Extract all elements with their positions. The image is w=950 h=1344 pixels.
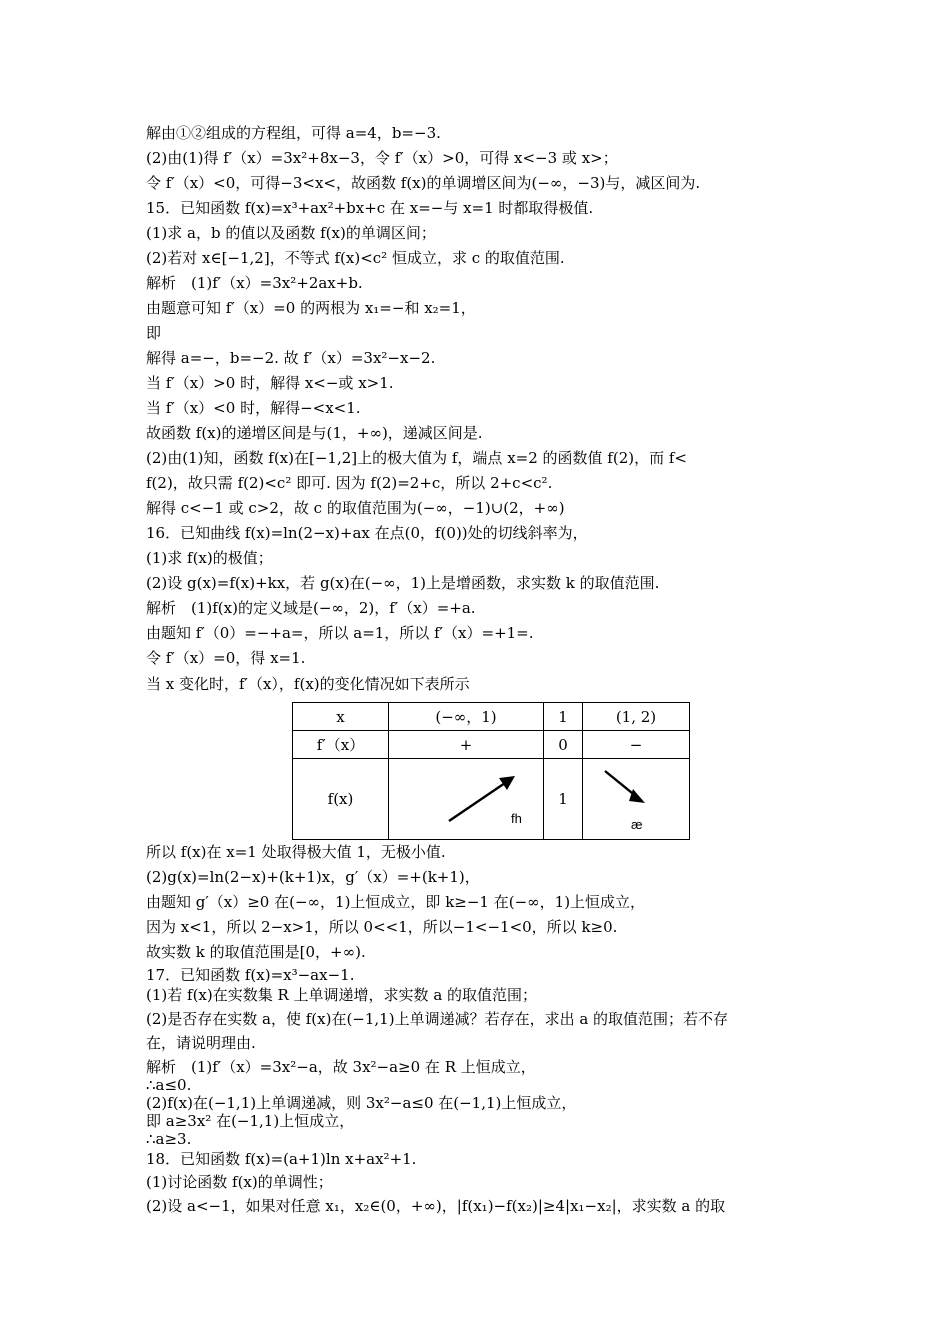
text-line: (1)求 a，b 的值以及函数 f(x)的单调区间； [146,224,436,242]
text-line: 17．已知函数 f(x)=x³−ax−1. [146,966,355,984]
text-line: 由题知 f′（0）=−+a=，所以 a=1，所以 f′（x）=+1=. [146,624,534,642]
text-line: 16．已知曲线 f(x)=ln(2−x)+ax 在点(0，f(0))处的切线斜率为， [146,524,588,542]
text-line: 18．已知函数 f(x)=(a+1)ln x+ax²+1. [146,1150,417,1168]
table-mark: fh [511,811,522,826]
table-cell-max-value: 1 [544,759,583,840]
text-line: (2)若对 x∈[−1,2]，不等式 f(x)<c² 恒成立，求 c 的取值范围. [146,249,565,267]
text-line: 当 f′（x）>0 时，解得 x<−或 x>1. [146,374,394,392]
text-line: 当 f′（x）<0 时，解得−<x<1. [146,399,361,417]
text-line: f(2)，故只需 f(2)<c² 即可. 因为 f(2)=2+c，所以 2+c<c². [146,474,553,492]
text-line: 即 a≥3x² 在(−1,1)上恒成立， [146,1112,355,1130]
text-line: (2)设 a<−1，如果对任意 x₁，x₂∈(0，+∞)，|f(x₁)−f(x₂)|≥4|x₁−x₂|，求实数 a 的取 [146,1197,726,1215]
text-line: 所以 f(x)在 x=1 处取得极大值 1，无极小值. [146,843,446,861]
text-line: (2)由(1)知，函数 f(x)在[−1,2]上的极大值为 f，端点 x=2 的函数值 f(2)，而 f< [146,449,687,467]
variation-table [292,702,690,840]
up-arrow-icon [389,759,543,839]
text-line: 解由①②组成的方程组，可得 a=4，b=−3. [146,124,441,142]
text-line: (1)若 f(x)在实数集 R 上单调递增，求实数 a 的取值范围； [146,986,538,1004]
text-line: 令 f′（x）<0，可得−3<x<，故函数 f(x)的单调增区间为(−∞，−3)与，减区间为. [146,174,701,192]
text-line: 解得 a=−，b=−2. 故 f′（x）=3x²−x−2. [146,349,436,367]
text-line: ∴a≤0. [146,1076,192,1094]
table-header-interval-left: (−∞，1) [389,703,544,731]
table-row-label-f: f(x) [293,759,389,840]
text-line: 解析 (1)f(x)的定义域是(−∞，2)，f′（x）=+a. [146,599,476,617]
text-line: (1)讨论函数 f(x)的单调性； [146,1173,333,1191]
text-line: (2)f(x)在(−1,1)上单调递减，则 3x²−a≤0 在(−1,1)上恒成立， [146,1094,577,1112]
table-mark: æ [631,817,643,832]
text-line: 在，请说明理由. [146,1034,256,1052]
text-line: ∴a≥3. [146,1130,192,1148]
text-line: 故函数 f(x)的递增区间是与(1，+∞)，递减区间是. [146,424,483,442]
text-line: 解析 (1)f′（x）=3x²−a，故 3x²−a≥0 在 R 上恒成立， [146,1058,536,1076]
table-header-interval-right: (1, 2) [583,703,690,731]
text-line: 因为 x<1，所以 2−x>1，所以 0<<1，所以−1<−1<0，所以 k≥0. [146,918,618,936]
text-line: 解析 (1)f′（x）=3x²+2ax+b. [146,274,363,292]
text-line: (2)g(x)=ln(2−x)+(k+1)x，g′（x）=+(k+1)， [146,868,480,886]
table-header-point: 1 [544,703,583,731]
table-cell-sign-plus: + [389,731,544,759]
table-cell-sign-minus: − [583,731,690,759]
text-line: 故实数 k 的取值范围是[0，+∞). [146,943,366,961]
text-line: (1)求 f(x)的极值； [146,549,273,567]
table-row-label-fprime: f′（x） [293,731,389,759]
text-line: (2)由(1)得 f′（x）=3x²+8x−3，令 f′（x）>0，可得 x<−3 或 x>； [146,149,618,167]
text-line: 令 f′（x）=0，得 x=1. [146,649,306,667]
text-line: 15．已知函数 f(x)=x³+ax²+bx+c 在 x=−与 x=1 时都取得极值. [146,199,594,217]
text-line: (2)是否存在实数 a，使 f(x)在(−1,1)上单调递减？若存在，求出 a 的取值范围；若不存 [146,1010,729,1028]
text-line: 当 x 变化时，f′（x），f(x)的变化情况如下表所示 [146,675,470,693]
text-line: 由题意可知 f′（x）=0 的两根为 x₁=−和 x₂=1， [146,299,476,317]
text-line: 由题知 g′（x）≥0 在(−∞，1)上恒成立，即 k≥−1 在(−∞，1)上恒成立， [146,893,646,911]
table-cell-zero: 0 [544,731,583,759]
text-line: 解得 c<−1 或 c>2，故 c 的取值范围为(−∞，−1)∪(2，+∞) [146,499,565,517]
table-header-x: x [293,703,389,731]
text-line: (2)设 g(x)=f(x)+kx，若 g(x)在(−∞，1)上是增函数，求实数 k 的取值范围. [146,574,660,592]
table-cell-decreasing [583,759,690,840]
text-line: 即 [146,324,162,342]
table-cell-increasing [389,759,544,840]
